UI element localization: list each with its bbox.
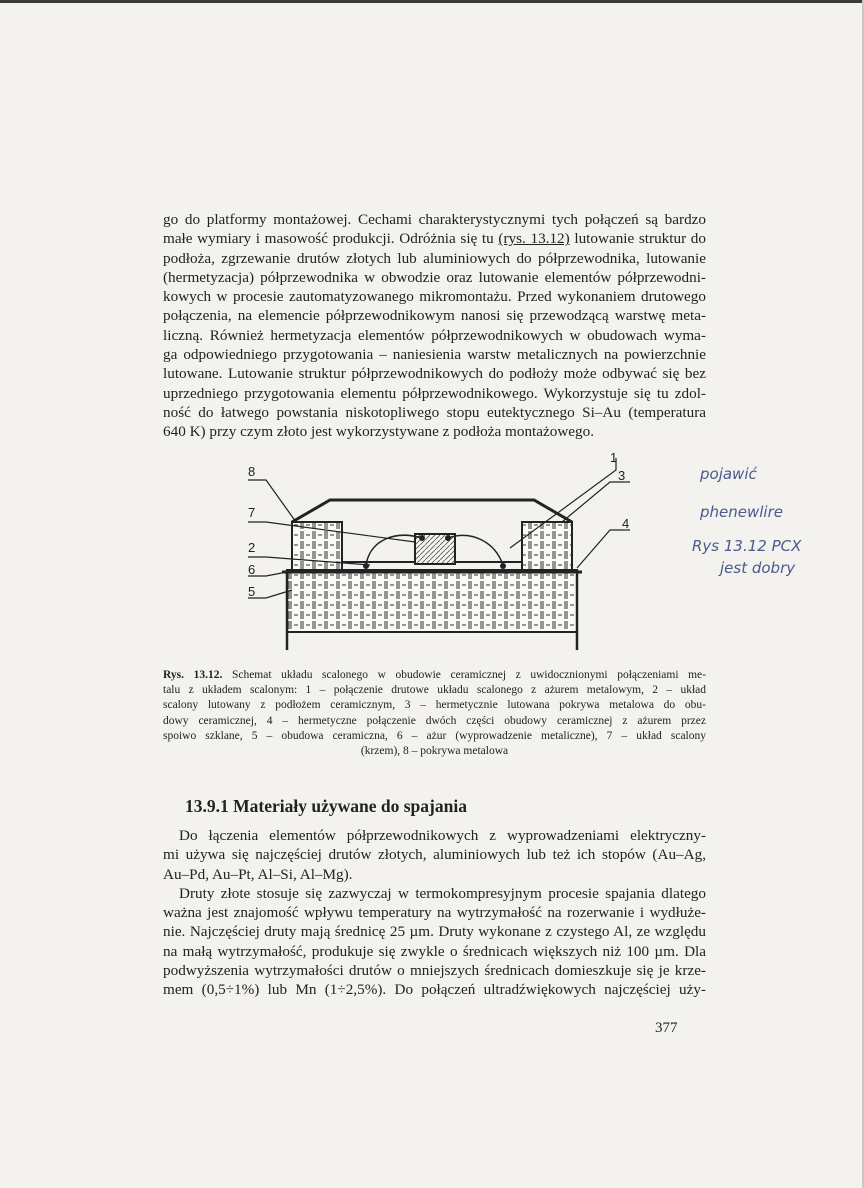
caption-label: Rys. 13.12. [163, 669, 223, 681]
text-line: kowych w procesie zautomatyzowanego mikromontażu. Przed wykonaniem drutowego [163, 288, 706, 306]
figure-reference: (rys. 13.12) [498, 230, 570, 248]
caption-line [163, 668, 706, 683]
page-top-edge [0, 0, 864, 3]
text-line: podwyższenia wytrzymałości drutów o mniejszych średnicach domieszkuje się je krze- [163, 962, 706, 980]
figure-label-8: 8 [248, 464, 256, 479]
text-line: Do łączenia elementów półprzewodnikowych z wyprowadzeniami elektryczny- [179, 827, 706, 844]
section-body [163, 826, 706, 1000]
figure-label-7: 7 [248, 505, 256, 520]
text-line: mem (0,5÷1%) lub Mn (1÷2,5%). Do połączeń ultradźwiękowych najczęściej uży- [163, 981, 706, 999]
handwritten-note: Rys 13.12 PCX [692, 537, 802, 555]
text-line: na małą wytrzymałość, produkuje się zwykle o średnicach większych niż 100 µm. Dla [163, 942, 706, 960]
text-line: uprzedniego przygotowania elementu półprzewodnikowego. Wykorzystuje się tu zdol- [163, 384, 706, 402]
text-line: ga odpowiedniego przygotowania – naniesienia warstw metalicznych na powierzchnie [163, 346, 706, 364]
text-line-with-ref [163, 229, 706, 248]
handwritten-note: pojawić [700, 465, 757, 483]
handwritten-note: jest dobry [720, 559, 796, 577]
text-line: go do platformy montażowej. Cechami charakterystycznymi tych połączeń są bardzo [163, 211, 706, 228]
figure-label-1: 1 [610, 450, 618, 465]
handwritten-notes [680, 455, 860, 595]
caption-line: (krzem), 8 – pokrywa metalowa [360, 745, 509, 758]
bond-wire-right [448, 536, 503, 565]
caption-line: scalony lutowany z podłożem ceramicznym, 3 – hermetycznie lutowana pokrywa metalowa do obu- [163, 699, 706, 712]
upper-ring-right [522, 522, 572, 570]
figure-label-6: 6 [248, 562, 256, 577]
text-line: Druty złote stosuje się zazwyczaj w termokompresyjnym procesie spajania dlatego [179, 884, 706, 902]
text-line: ważna jest znajomość wpływu temperatury na wytrzymałość na rozerwanie i wydłuże- [163, 904, 706, 922]
text-line: podłoża, zgrzewanie drutów złotych lub aluminiowych do półprzewodnika, lutowanie [163, 249, 706, 267]
figure-drawing [240, 450, 640, 660]
intro-paragraph [163, 210, 706, 442]
text-line: nie. Najczęściej druty mają średnicę 25 µm. Druty wykonane z czystego Al, ze względu [163, 923, 706, 941]
caption-text: Schemat układu scalonego w obudowie ceramicznej z uwidocznionymi połączeniami me- [222, 669, 706, 681]
text-line: (hermetyzacja) półprzewodnika w obwodzie oraz lutowanie elementów półprzewodni- [163, 268, 706, 286]
text-line: mi używa się najczęściej drutów złotych, aluminiowych lub też ich stopów (Au–Ag, [163, 846, 706, 864]
text-line: Au–Pd, Au–Pt, Al–Si, Al–Mg). [163, 865, 353, 883]
ceramic-base [287, 570, 577, 632]
ceramic-package-figure [240, 450, 640, 660]
caption-line: talu z układem scalonym: 1 – połączenie drutowe układu scalonego z ażurem metalowym, 2 – układ [163, 684, 706, 697]
figure-label-4: 4 [622, 516, 630, 531]
handwritten-note: phenewlire [700, 503, 783, 521]
figure-label-2: 2 [248, 540, 256, 555]
text-line: ność do łatwego powstania niskotopliwego stopu eutektycznego Si–Au (temperatura [163, 403, 706, 421]
section-title: 13.9.1 Materiały używane do spajania [185, 796, 467, 816]
text-line: liczną. Również hermetyzacja elementów półprzewodnikowych w obudowach wyma- [163, 326, 706, 344]
figure-caption [163, 668, 706, 759]
text-line: 640 K) przy czym złoto jest wykorzystywane z podłoża montażowego. [163, 423, 595, 441]
text-fragment: małe wymiary i masowość produkcji. Odróżnia się tu [163, 230, 499, 248]
text-line: połączenia, na elemencie półprzewodnikowym nanosi się przewodzącą warstwę meta- [163, 307, 706, 325]
text-fragment: lutowanie struktur do [569, 230, 706, 248]
metal-lid [292, 500, 572, 522]
caption-line: dowy ceramicznej, 4 – hermetyczne połączenie dwóch części obudowy ceramicznej z ażurem przez [163, 714, 706, 727]
page-number: 377 [655, 1020, 678, 1036]
figure-label-5: 5 [248, 584, 256, 599]
caption-line: spoiwo szklane, 5 – obudowa ceramiczna, 6 – ażur (wyprowadzenie metaliczne), 7 – układ scalony [163, 729, 706, 742]
text-line: lutowane. Lutowanie struktur półprzewodnikowych do podłoży może odbywać się bez [163, 365, 706, 383]
figure-label-3: 3 [618, 468, 626, 483]
